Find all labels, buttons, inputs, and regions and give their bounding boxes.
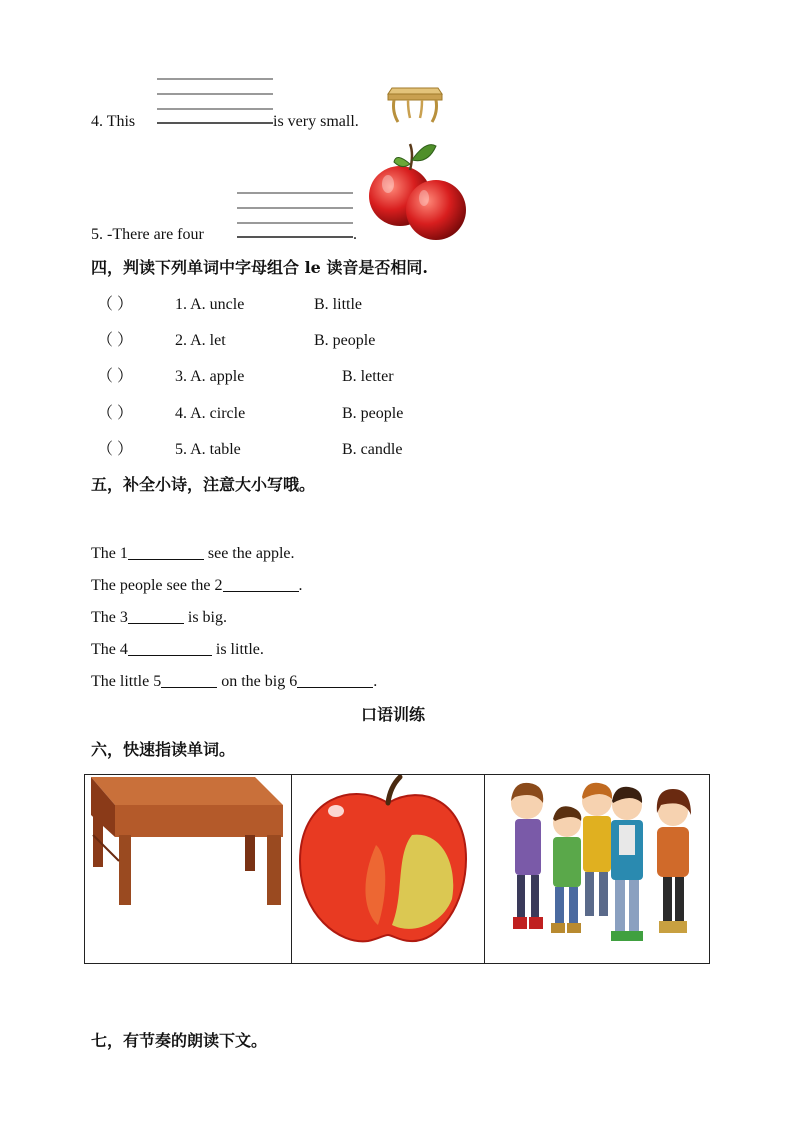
q5-suffix: . (353, 226, 357, 243)
q4-suffix: is very small. (273, 113, 359, 130)
s4-item1-a: 1. A. uncle (175, 296, 245, 313)
q4-prefix: 4. This (91, 113, 136, 130)
poem-blank-1[interactable] (128, 543, 204, 560)
section7-title: 七，有节奏的朗读下文。 (91, 1031, 268, 1050)
q5-writing-lines[interactable] (237, 192, 353, 240)
poem-line-1 (91, 543, 295, 564)
s4-item5-a: 5. A. table (175, 441, 241, 458)
poem-line-3-before: The 3 (91, 609, 128, 626)
s4-item5-b: B. candle (342, 441, 403, 458)
picture-cell-table[interactable] (85, 775, 291, 963)
section4-title: 四，判读下列单词中字母组合 le 读音是否相同. (91, 258, 428, 277)
s4-item3-paren[interactable]: （ ） (97, 368, 134, 385)
s4-item2-paren[interactable]: （ ） (97, 332, 134, 349)
poem-line-1-after: see the apple. (203, 545, 295, 562)
oral-practice-title: 口语训练 (361, 705, 426, 724)
s4-item3-a: 3. A. apple (175, 368, 245, 385)
s4-item5-paren[interactable]: （ ） (97, 441, 134, 458)
poem-blank-4[interactable] (128, 639, 212, 656)
poem-line-5 (91, 671, 377, 692)
poem-blank-2[interactable] (223, 575, 299, 592)
poem-line-5-after: . (373, 673, 378, 690)
s4-item4-paren[interactable]: （ ） (97, 405, 134, 422)
poem-line-2-after: . (298, 577, 303, 594)
s4-item2-b: B. people (314, 332, 376, 349)
q5-prefix: 5. -There are four (91, 226, 204, 243)
s4-item4-a: 4. A. circle (175, 405, 246, 422)
table-icon (85, 775, 291, 962)
q4-writing-lines[interactable] (157, 78, 273, 126)
poem-line-3 (91, 607, 227, 628)
picture-table (84, 774, 710, 964)
poem-line-5-before: The little 5 (91, 673, 162, 690)
picture-cell-apple[interactable] (291, 775, 484, 963)
people-icon (485, 775, 709, 962)
poem-line-2 (91, 575, 303, 596)
poem-line-2-before: The people see the 2 (91, 577, 223, 594)
s4-item2-a: 2. A. let (175, 332, 226, 349)
stool-icon (386, 80, 444, 124)
poem-line-4 (91, 639, 264, 660)
poem-line-4-after: is little. (211, 641, 264, 658)
poem-blank-5[interactable] (161, 671, 217, 688)
poem-line-5-mid: on the big 6 (217, 673, 298, 690)
s4-item3-b: B. letter (342, 368, 394, 385)
section6-title: 六，快速指读单词。 (91, 740, 236, 759)
apples-icon (366, 140, 470, 242)
poem-line-3-after: is big. (183, 609, 227, 626)
s4-item1-paren[interactable]: （ ） (97, 296, 134, 313)
s4-item1-b: B. little (314, 296, 362, 313)
section5-title: 五，补全小诗，注意大小写哦。 (91, 475, 316, 494)
poem-line-4-before: The 4 (91, 641, 128, 658)
apple-icon (292, 775, 485, 962)
poem-blank-3[interactable] (128, 607, 184, 624)
picture-cell-people[interactable] (484, 775, 708, 963)
s4-item4-b: B. people (342, 405, 404, 422)
poem-blank-6[interactable] (297, 671, 373, 688)
poem-line-1-before: The 1 (91, 545, 128, 562)
